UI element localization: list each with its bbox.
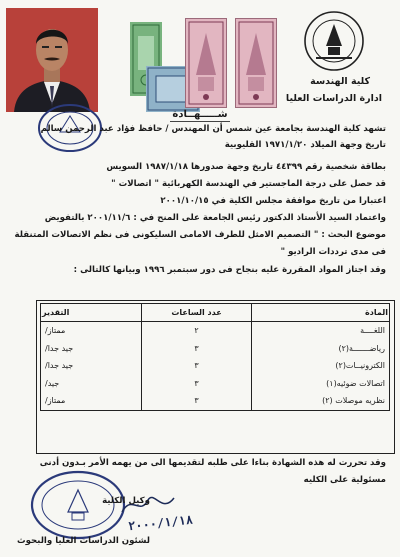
subject-cell: اللغــــة (252, 322, 390, 340)
table-row (41, 340, 390, 358)
subject-cell: نظريه موصلات (٢) (252, 392, 390, 410)
body-line: فى مدى ترددات الراديو " (280, 247, 386, 257)
body-line: تاريخ وجهة الميلاد ١٩٧١/١/٢٠ القليوبية (224, 140, 386, 150)
header-subject: المادة (252, 304, 390, 322)
table-header-row (41, 304, 390, 322)
footer-line: مسئولية على الكليه (303, 475, 386, 485)
title-underline (170, 121, 230, 122)
grade-cell: جيد/ (41, 375, 142, 393)
university-logo (300, 10, 368, 72)
body-line: وقد اجتاز المواد المقررة عليه بنجاح فى دور سبتمبر ١٩٩٦ وبيانها كالتالى : (73, 265, 386, 275)
header-hours: عدد الساعات (141, 304, 251, 322)
signatory-title: وكيل الكلية (102, 496, 150, 506)
table-row (41, 322, 390, 340)
body-line: تشهد كلية الهندسة بجامعة عين شمس أن المهندس / حافظ فؤاد عبد الرحمن سالم (40, 124, 386, 134)
revenue-stamp-purple (185, 18, 227, 108)
body-line: قد حصل على درجة الماجستير في الهندسة الكهربائية " اتصالات " (111, 179, 386, 189)
hours-cell: ٣ (141, 340, 251, 358)
grade-cell: جيد جدا/ (41, 340, 142, 358)
grades-table (40, 303, 390, 411)
applicant-photo (6, 8, 98, 112)
footer-line: وقد تحررت له هذه الشهادة بناءا على طلبه لتقديمها الى من يهمه الأمر بـدون أدنى (39, 458, 386, 468)
grade-cell: جيد جدا/ (41, 357, 142, 375)
subject-cell: الكترونيــات(٢) (252, 357, 390, 375)
table-row (41, 357, 390, 375)
grade-cell: ممتاز/ (41, 322, 142, 340)
hours-cell: ٣ (141, 375, 251, 393)
faculty-name: كلية الهندسة (310, 76, 370, 87)
hours-cell: ٢ (141, 322, 251, 340)
signatory-department: لشئون الدراسات العليا والبحوث (16, 536, 150, 546)
handwritten-date: ٢٠٠٠/١/١٨ (127, 512, 194, 534)
document-title: شـــــهــادة (172, 109, 228, 120)
subject-cell: اتصالات ضوئيه(١) (252, 375, 390, 393)
hours-cell: ٣ (141, 392, 251, 410)
table-row (41, 375, 390, 393)
body-line: اعتبارا من تاريخ موافقة مجلس الكلية في ٢٠٠١/١٠/١٥ (160, 196, 386, 206)
grade-cell: ممتاز/ (41, 392, 142, 410)
hours-cell: ٣ (141, 357, 251, 375)
table-row (41, 392, 390, 410)
revenue-stamp-purple (235, 18, 277, 108)
body-line: موضوع البحث : " التصميم الامثل للطرف الامامى السليكونى فى نظم الاتصالات المتنقلة (14, 230, 386, 240)
department-name: ادارة الدراسات العليا (285, 93, 382, 104)
body-line: واعتماد السيد الأستاذ الدكتور رئيس الجامعة على المنح في : ٢٠٠١/١١/٦ بالتفويض (44, 213, 386, 223)
subject-cell: رياضـــــــة(٢) (252, 340, 390, 358)
header-grade: التقدير (41, 304, 142, 322)
body-line: بطاقة شخصية رقم ٤٤٣٩٩ تاريخ وجهة صدورها ١٩٨٧/١/١٨ السويس (106, 162, 386, 172)
